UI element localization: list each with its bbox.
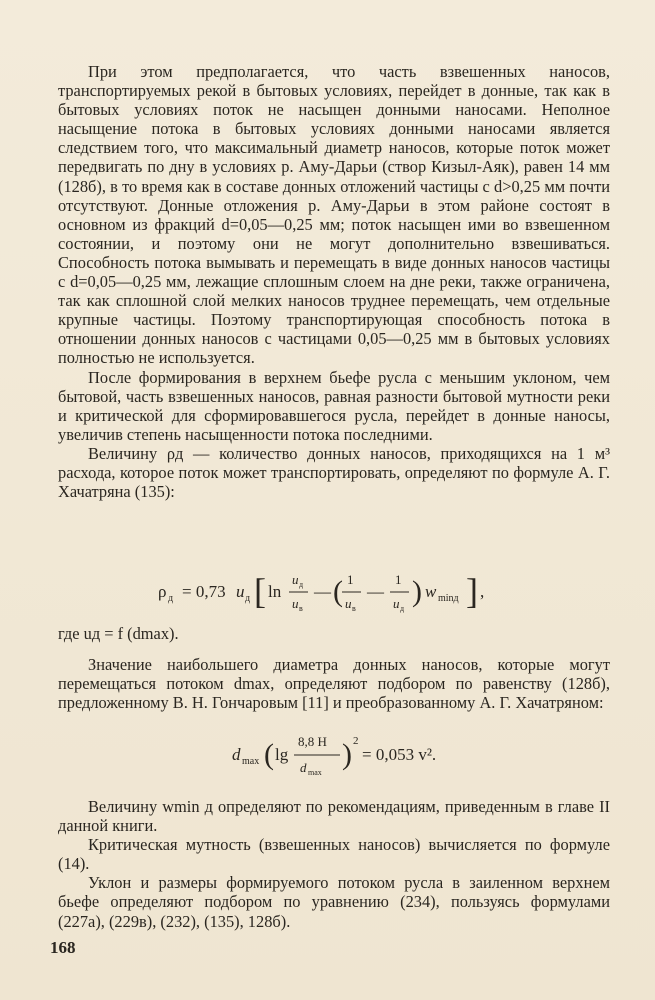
formula1-lbracket: [ bbox=[254, 571, 266, 611]
formula2-lparen: ( bbox=[264, 738, 274, 771]
formula1-lhs-sub: д bbox=[168, 593, 174, 604]
formula1-rbracket: ] bbox=[466, 571, 478, 611]
formula1-frac2-den: u bbox=[345, 596, 352, 611]
formula1-minus1: — bbox=[314, 582, 331, 601]
formula-d-max bbox=[230, 727, 460, 783]
paragraph-8: Уклон и размеры формируемого потоком русла в заиленном верхнем бьефе определяют подбором по уравнению (234), пользуясь формулами (227а), (229в), (232), (135), 128б). bbox=[58, 873, 610, 931]
paragraph-4-block bbox=[58, 624, 610, 643]
formula1-frac1-num-sub: д bbox=[299, 580, 304, 589]
formula2-num: 8,8 H bbox=[298, 734, 327, 749]
formula1-eq: = 0,73 bbox=[182, 582, 226, 601]
formula1-frac1-den-sub: в bbox=[299, 604, 303, 613]
paragraph-1: При этом предполагается, что часть взвешенных наносов, транспортируемых рекой в бытовых условиях, перейдет в донные, так как в бытовых условиях поток не насыщен донными наносами. Неполное насыщение потока в бытовых условиях донными наносами является следствием того, что максимальный диаметр наносов, которые поток может передвигать по дну в условиях р. Аму-Дарьи (створ Кизыл-Аяк), равен 14 мм (128б), в то время как в составе донных отложений частицы с d>0,25 мм почти отсутствуют. Донные отложения р. Аму-Дарьи в этом районе состоят в основном из фракций d=0,05—0,25 мм; поток насыщен ими во взвешенном состоянии, и поэтому они не могут дополнительно взвешиваться. Способность потока вымывать и перемещать в виде донных наносов частицы с d=0,05—0,25 мм, лежащие сплошным слоем на дне реки, также ограничена, так как сплошной слой мелких наносов труднее перемещать, чем отдельные крупные частицы. Поэтому транспортирующая способность потока в отношении донных наносов с частицами 0,05—0,25 мм в бытовых условиях полностью не используется. bbox=[58, 62, 610, 368]
formula1-ln: ln bbox=[268, 582, 282, 601]
formula2-rparen: ) bbox=[342, 738, 352, 771]
formula1-lparen: ( bbox=[333, 575, 343, 608]
formula1-w: w bbox=[425, 582, 437, 601]
paragraph-5-block bbox=[58, 655, 610, 712]
paragraph-1-block bbox=[58, 62, 610, 501]
paragraph-6-block bbox=[58, 797, 610, 931]
formula1-tail: , bbox=[480, 582, 485, 601]
formula2-exp: 2 bbox=[353, 735, 359, 747]
formula1-u-sub: д bbox=[245, 593, 251, 604]
formula2-rhs: = 0,053 v². bbox=[362, 745, 437, 764]
formula2-d-sub: max bbox=[242, 756, 260, 767]
formula1-frac2-den-sub: в bbox=[352, 604, 356, 613]
paragraph-7: Критическая мутность (взвешенных наносов) вычисляется по формуле (14). bbox=[58, 835, 610, 874]
formula2-lg: lg bbox=[275, 745, 289, 764]
formula2-den-sub: max bbox=[308, 768, 322, 777]
formula1-frac3-num: 1 bbox=[395, 572, 402, 587]
formula1-lhs: ρ bbox=[158, 582, 167, 601]
formula1-frac3-den: u bbox=[393, 596, 400, 611]
paragraph-5: Значение наибольшего диаметра донных наносов, которые могут перемещаться потоком dmax, определяют подбором по равенству (128б), предложенному В. Н. Гончаровым [11] и преобразованному А. Г. Хачатряном: bbox=[58, 655, 610, 713]
formula1-w-sub: minд bbox=[438, 593, 459, 604]
page-number: 168 bbox=[50, 938, 76, 957]
formula1-rparen: ) bbox=[412, 575, 422, 608]
formula2-den: d bbox=[300, 760, 307, 775]
formula2-d: d bbox=[232, 745, 241, 764]
formula1-frac3-den-sub: д bbox=[400, 604, 405, 613]
paragraph-2: После формирования в верхнем бьефе русла с меньшим уклоном, чем бытовой, часть взвешенных наносов, равная разности бытовой мутности реки и критической для сформировавшегося русла, перейдет в донные наносы, увеличив степень насыщенности потока последними. bbox=[58, 367, 610, 444]
formula-rho-d bbox=[150, 565, 510, 617]
paragraph-6: Величину wmin д определяют по рекомендациям, приведенным в главе II данной книги. bbox=[58, 797, 610, 836]
formula1-minus2: — bbox=[367, 582, 384, 601]
paragraph-4: где uд = f (dmax). bbox=[58, 624, 179, 643]
formula1-frac1-den: u bbox=[292, 596, 299, 611]
formula1-frac1-num: u bbox=[292, 572, 299, 587]
formula1-frac2-num: 1 bbox=[347, 572, 354, 587]
paragraph-3: Величину ρд — количество донных наносов, приходящихся на 1 м³ расхода, которое поток может транспортировать, определяют по формуле А. Г. Хачатряна (135): bbox=[58, 443, 610, 502]
formula1-u: u bbox=[236, 582, 245, 601]
